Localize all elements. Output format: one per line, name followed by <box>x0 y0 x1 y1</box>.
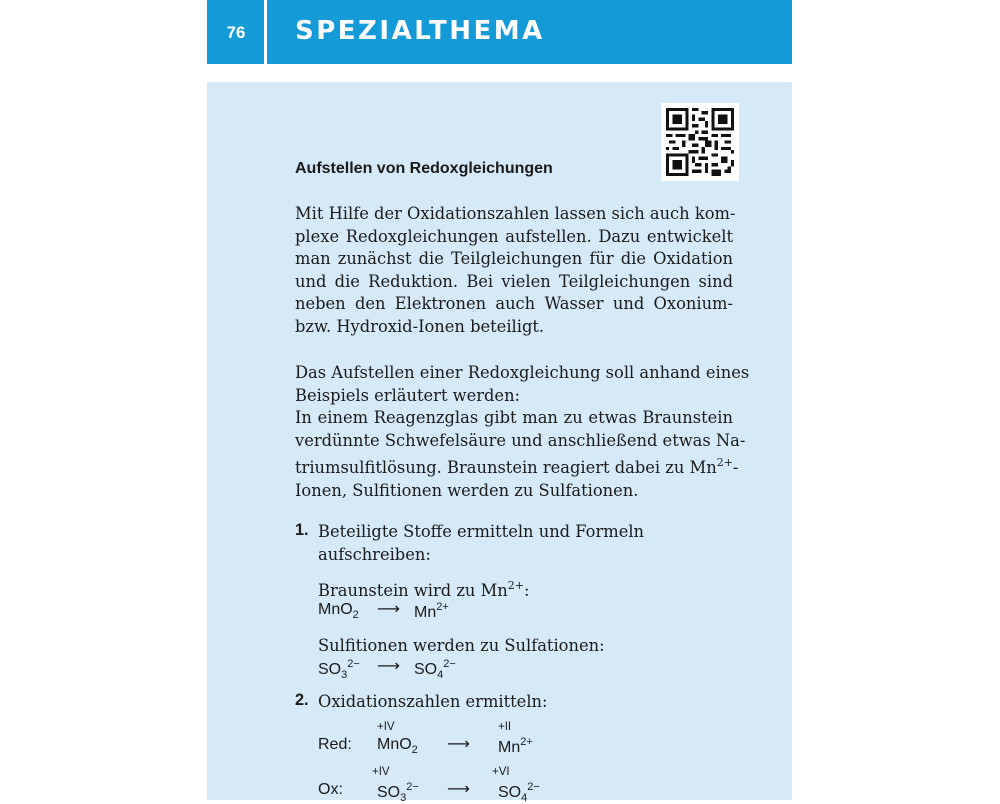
subscript: 4 <box>521 792 528 804</box>
sulfit-line: Sulfitionen werden zu Sulfationen: <box>318 636 605 655</box>
formula-text: SO <box>318 661 342 678</box>
qr-code-icon[interactable] <box>661 103 739 181</box>
subscript: 2 <box>352 609 359 621</box>
red-right-formula <box>498 736 533 757</box>
text-line: bzw. Hydroxid-Ionen beteiligt. <box>295 316 545 336</box>
subscript: 4 <box>437 669 444 681</box>
header-divider <box>264 0 267 64</box>
text-line: Das Aufstellen einer Redoxgleichung soll anhand eines <box>295 363 750 382</box>
oxidation-number: +VI <box>492 766 510 778</box>
example-paragraph <box>295 362 750 502</box>
formula-text: SO <box>414 661 438 678</box>
charge-superscript: 2+ <box>507 579 524 592</box>
oxidation-number: +IV <box>377 721 395 733</box>
red-label: Red: <box>318 736 352 753</box>
line-text: Braunstein wird zu Mn <box>318 581 508 600</box>
mn-ion-formula <box>414 601 449 622</box>
oxidation-number: +IV <box>372 766 390 778</box>
text-line: verdünnte Schwefelsäure und anschließend etwas Na- <box>295 430 746 450</box>
subscript: 2 <box>411 744 418 756</box>
red-left-formula <box>377 736 418 756</box>
formula-text: Mn <box>414 604 437 621</box>
formula-text: SO <box>498 784 522 801</box>
superscript: 2+ <box>436 601 449 613</box>
colon: : <box>523 581 530 600</box>
text-line: man zunächst die Teilgleichungen für die Oxidation <box>295 249 733 268</box>
text-line: Ionen, Sulfitionen werden zu Sulfationen. <box>295 480 639 500</box>
subscript: 3 <box>341 669 348 681</box>
subtitle: Aufstellen von Redoxgleichungen <box>295 160 553 177</box>
mno2-formula <box>318 601 359 621</box>
reaction-arrow-icon: ⟶ <box>447 734 470 753</box>
braunstein-line <box>318 579 529 600</box>
step-line: Oxidationszahlen ermitteln: <box>318 692 548 711</box>
step-number: 1. <box>295 521 309 539</box>
reaction-arrow-icon: ⟶ <box>447 779 470 798</box>
subscript: 3 <box>400 792 407 804</box>
superscript: 2− <box>347 658 360 670</box>
page-header <box>207 0 792 64</box>
superscript: 2− <box>406 781 419 793</box>
formula-text: Mn <box>498 739 521 756</box>
step-text <box>318 691 548 714</box>
text-line: neben den Elektronen auch Wasser und Oxonium- <box>295 294 733 313</box>
page-number: 76 <box>226 23 246 42</box>
oxidation-number: +II <box>498 721 512 733</box>
text-line <box>295 452 739 480</box>
step-line: aufschreiben: <box>318 544 431 564</box>
text-line: Mit Hilfe der Oxidationszahlen lassen sich auch kom- <box>295 204 736 223</box>
step-line: Beteiligte Stoffe ermitteln und Formeln <box>318 522 645 541</box>
ox-left-formula <box>377 781 419 804</box>
text-line: Beispiels erläutert werden: <box>295 385 521 405</box>
formula-text: SO <box>377 784 401 801</box>
ox-label: Ox: <box>318 781 343 798</box>
superscript: 2− <box>527 781 540 793</box>
text-line: und die Reduktion. Bei vielen Teilgleichungen sind <box>295 271 733 291</box>
step-text <box>318 521 644 566</box>
sulfit-formula <box>318 658 360 681</box>
text-line: In einem Reagenzglas gibt man zu etwas Braunstein <box>295 408 733 427</box>
intro-paragraph <box>295 203 736 338</box>
section-title: SPEZIALTHEMA <box>295 16 545 46</box>
superscript: 2− <box>443 658 456 670</box>
ox-right-formula <box>498 781 540 804</box>
text-segment: triumsulfitlösung. Braunstein reagiert dabei zu Mn <box>295 458 717 477</box>
step-number: 2. <box>295 691 309 709</box>
sulfat-formula <box>414 658 456 681</box>
text-line: plexe Redoxgleichungen aufstellen. Dazu entwickelt <box>295 226 733 246</box>
formula-text: MnO <box>377 736 412 753</box>
charge-superscript: 2+ <box>716 456 733 469</box>
superscript: 2+ <box>520 736 533 748</box>
reaction-arrow-icon: ⟶ <box>377 656 400 675</box>
reaction-arrow-icon: ⟶ <box>377 599 400 618</box>
hyphen: - <box>732 458 739 477</box>
formula-text: MnO <box>318 601 353 618</box>
content-box <box>207 82 792 804</box>
